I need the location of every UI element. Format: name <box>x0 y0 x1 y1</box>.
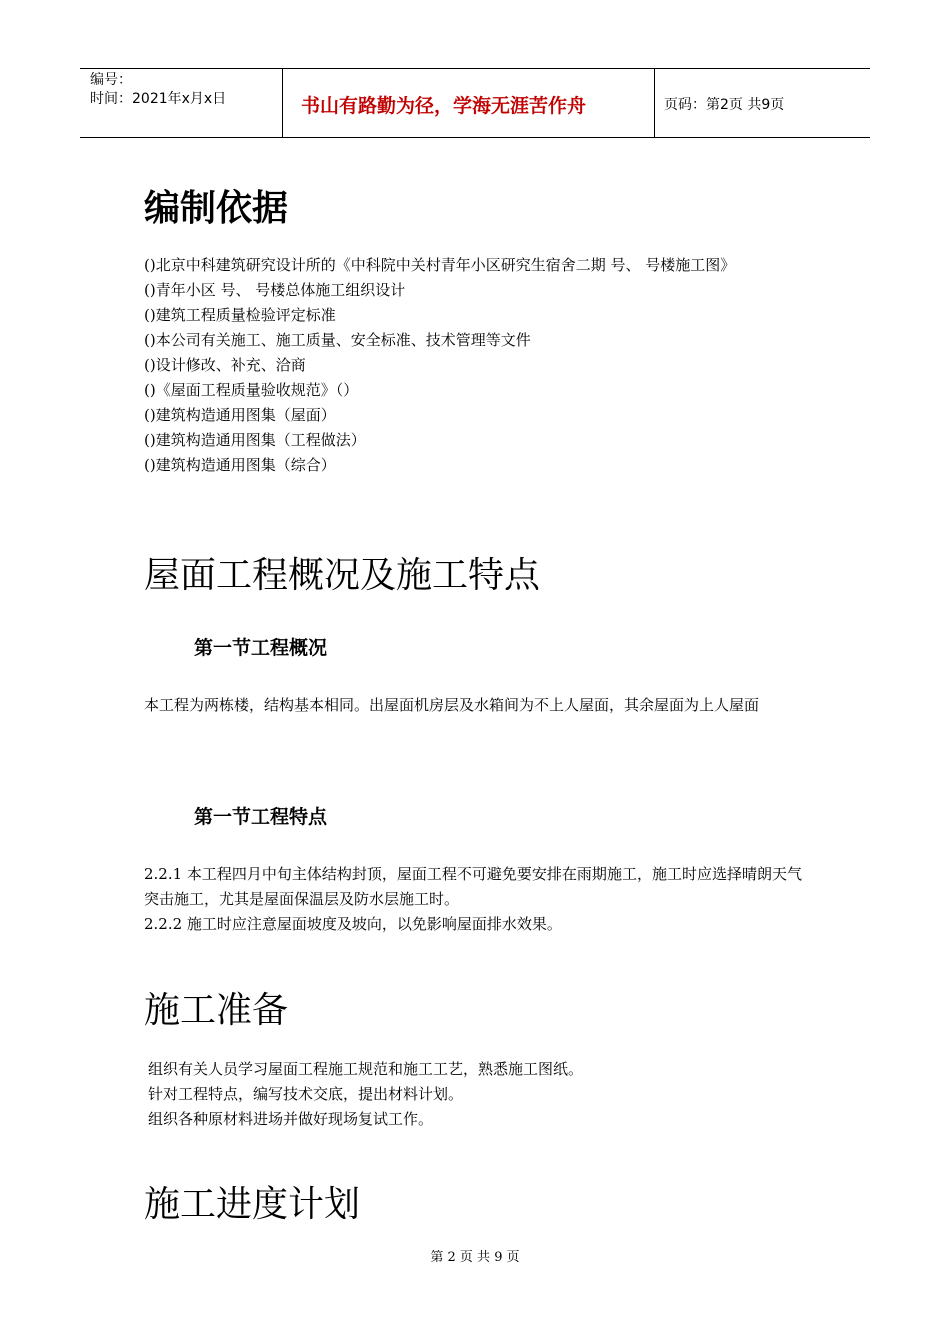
list-item: ()青年小区 号、 号楼总体施工组织设计 <box>144 281 406 299</box>
section-title-schedule: 施工进度计划 <box>144 1184 361 1225</box>
list-item: ()北京中科建筑研究设计所的《中科院中关村青年小区研究生宿舍二期 号、 号楼施工图》 <box>144 256 736 274</box>
list-item: 组织有关人员学习屋面工程施工规范和施工工艺，熟悉施工图纸。 <box>148 1060 584 1078</box>
section-title-preparation: 施工准备 <box>144 990 289 1031</box>
features-list <box>144 862 814 937</box>
list-item: ()建筑工程质量检验评定标准 <box>144 306 336 324</box>
list-item: 2.2.1 本工程四月中旬主体结构封顶，屋面工程不可避免要安排在雨期施工，施工时应选择晴朗天气突击施工，尤其是屋面保温层及防水层施工时。 <box>144 865 802 908</box>
section-title-overview: 屋面工程概况及施工特点 <box>144 555 541 596</box>
preparation-list <box>148 1057 818 1132</box>
list-item: 2.2.2 施工时应注意屋面坡度及坡向，以免影响屋面排水效果。 <box>144 915 562 933</box>
list-item: ()《屋面工程质量验收规范》（） <box>144 381 359 399</box>
overview-paragraph: 本工程为两栋楼，结构基本相同。出屋面机房层及水箱间为不上人屋面，其余屋面为上人屋面 <box>144 696 760 714</box>
list-item: 针对工程特点，编写技术交底，提出材料计划。 <box>148 1085 464 1103</box>
list-item: ()建筑构造通用图集（屋面） <box>144 406 336 424</box>
page-info-text: 页码：第2页 共9页 <box>664 97 785 113</box>
list-item: ()本公司有关施工、施工质量、安全标准、技术管理等文件 <box>144 331 531 349</box>
list-item: ()建筑构造通用图集（工程做法） <box>144 431 366 449</box>
header-page-info <box>655 69 870 137</box>
page-footer: 第 2 页 共 9 页 <box>430 1250 520 1265</box>
subsection-title-overview: 第一节工程概况 <box>194 637 328 659</box>
list-item: 组织各种原材料进场并做好现场复试工作。 <box>148 1110 434 1128</box>
subsection-title-features: 第一节工程特点 <box>194 806 328 828</box>
header-meta <box>80 69 283 137</box>
header-motto <box>283 69 655 137</box>
list-item: ()建筑构造通用图集（综合） <box>144 456 336 474</box>
motto-text: 书山有路勤为径，学海无涯苦作舟 <box>301 95 587 117</box>
list-item: ()设计修改、补充、洽商 <box>144 356 306 374</box>
page-header <box>80 68 870 138</box>
document-date: 时间：2021年x月x日 <box>90 91 227 107</box>
section-title-basis: 编制依据 <box>144 188 289 229</box>
document-number-label: 编号： <box>90 72 132 88</box>
basis-list <box>144 253 814 478</box>
